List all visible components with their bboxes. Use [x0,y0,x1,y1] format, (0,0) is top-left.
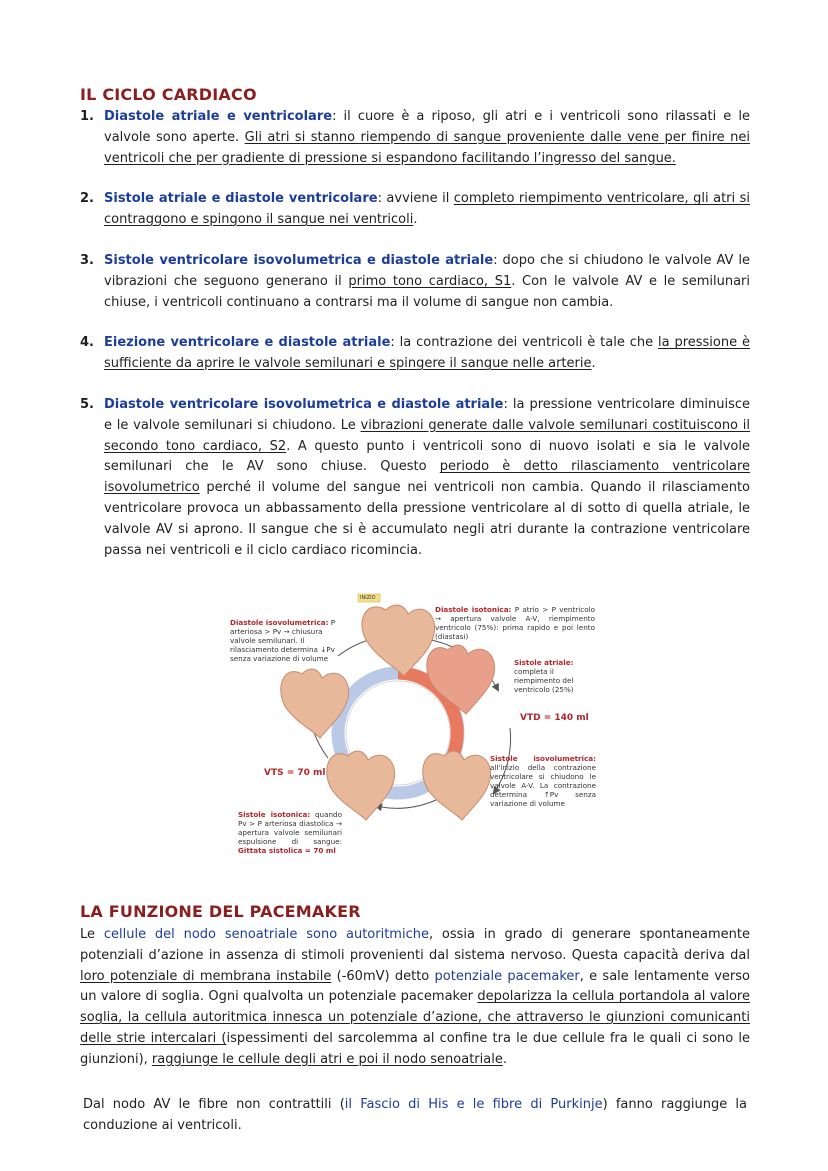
phase-text: . [413,212,418,228]
phase-text: : il cuore è a riposo, gli atri e i ventricoli sono rilassati e le valvole sono aperte. [104,109,750,145]
phase-underlined: vibrazioni generate dalle valvole semilunari costituiscono il secondo tono cardiaco, S2 [104,417,750,454]
phase-underlined: la pressione è sufficiente da aprire le valvole semilunari e spingere il sangue nelle arterie [104,335,750,372]
phase-underlined: periodo è detto rilasciamento ventricolare isovolumetrico [104,459,751,496]
vts-value: VTS = 70 ml [264,768,326,778]
label-sistole-isotonica: Sistole isotonica: quando Pv > P arteriosa diastolica ⇝ apertura valvole semilunari espulsione di sangue: Gittata sistolica = 70 ml [238,810,342,855]
phase-text: perché il volume del sangue nei ventricoli non cambia. Quando il rilasciamento ventricolare provoca un abbassamento della pressione ventricolare al di sotto di quella atriale, le valvole AV si aprono. Il sangue che si è accumulato negli atri durante la contrazione ventricolare passa nei ventricoli e il ciclo cardiaco ricomincia. [104,480,750,558]
section-title-ciclo-cardiaco: IL CICLO CARDIACO [80,85,257,104]
phase-text: : la pressione ventricolare diminuisce e le valvole semilunari si chiudono. Le [104,396,750,433]
highlight-text: cellule del nodo senoatriale sono autoritmiche [103,927,429,942]
phase-item [80,333,750,375]
phase-list [80,107,750,581]
phase-item [80,189,750,231]
phase-item [80,395,750,561]
start-tag: INIZIO [360,595,376,601]
underlined-text: raggiunge le cellule degli atri e poi il nodo senoatriale [151,1051,503,1067]
phase-term: Sistole ventricolare isovolumetrica e diastole atriale [104,252,494,268]
phase-underlined: primo tono cardiaco, S1 [348,273,512,289]
heart-bottom-right [423,751,491,820]
cardiac-cycle-diagram [226,588,606,863]
phase-term: Diastole atriale e ventricolare [104,109,333,124]
section-title-pacemaker: LA FUNZIONE DEL PACEMAKER [80,902,361,921]
phase-text: . Con le valvole AV e le semilunari chiuse, i ventricoli continuano a contrarsi ma il volume di sangue non cambia. [104,273,750,310]
phase-number: 3. [80,252,94,268]
phase-text: : avviene il [377,191,454,207]
vtd-value: VTD = 140 ml [520,713,589,723]
label-sistole-atriale: Sistole atriale: completa il riempimento del ventricolo (25%) [514,658,574,694]
phase-underlined: Gli atri si stanno riempendo di sangue proveniente dalle vene per finire nei ventricoli che per gradiente di pressione si espandono facilitando l’ingresso del sangue. [104,129,750,166]
phase-text: . A questo punto i ventricoli sono di nuovo isolati e sia le valvole semilunari che le AV sono chiuse. Questo [104,438,750,475]
phase-number: 5. [80,396,94,412]
phase-text: : la contrazione dei ventricoli è tale che [390,335,658,351]
pacemaker-paragraph: Le cellule del nodo senoatriale sono autoritmiche, ossia in grado di generare spontaneamente potenziali d’azione in assenza di stimoli provenienti dal sistema nervoso. Questa capacità deriva dal loro potenziale di membrana instabile (-60mV) detto potenziale pacemaker, e sale lentamente verso un valore di soglia. Ogni qualvolta un potenziale pacemaker depolarizza la cellula portandola al valore soglia, la cellula autoritmica innesca un potenziale d’azione, che attraverso le giunzioni comunicanti delle strie intercalari (ispessimenti del sarcolemma al confine tra le due cellule fra le quali ci sono le giunzioni), raggiunge le cellule degli atri e poi il nodo senoatriale. [80,927,751,1067]
cycle-arrow [376,800,436,808]
phase-term: Eiezione ventricolare e diastole atriale [104,335,391,351]
phase-underlined: completo riempimento ventricolare, gli atri si contraggono e spingono il sangue nei ventricoli [104,191,750,228]
label-diastole-isotonica: Diastole isotonica: P atrio > P ventricolo ⇝ apertura valvole A-V, riempimento ventricolo (75%): prima rapido e poi lento (diastasi) [435,605,595,641]
label-diastole-isovolumetrica: Diastole isovolumetrica: P arteriosa > Pv ⇝ chiusura valvole semilunari. Il rilasciamento determina ↓Pv senza variazione di volume [230,618,336,663]
highlight-text: il Fascio di His e le fibre di Purkinje [344,1097,603,1112]
conduction-paragraph: Dal nodo AV le fibre non contrattili (il Fascio di His e le fibre di Purkinje) fanno raggiunge la conduzione ai ventricoli. [83,1097,747,1133]
phase-item [80,251,750,313]
phase-text: : dopo che si chiudono le valvole AV le vibrazioni che seguono generano il [104,252,750,289]
underlined-text: loro potenziale di membrana instabile [80,968,332,984]
phase-term: Sistole atriale e diastole ventricolare [104,191,378,207]
phase-item [80,107,750,169]
phase-number: 2. [80,191,94,207]
phase-number: 1. [80,109,94,124]
phase-text: . [591,356,596,372]
heart-top [362,605,435,676]
highlight-text: potenziale pacemaker [434,968,580,984]
phase-number: 4. [80,335,94,351]
phase-term: Diastole ventricolare isovolumetrica e diastole atriale [104,396,504,412]
label-sistole-isovolumetrica: Sistole isovolumetrica: all'inizio della contrazione ventricolare si chiudono le valvole A-V. La contrazione determina ↑Pv senza variazione di volume [490,754,596,808]
underlined-text: depolarizza la cellula portandola al valore soglia, la cellula autoritmica innesca un potenziale d’azione, che attraverso le giunzioni comunicanti delle strie intercalari ( [80,989,750,1046]
